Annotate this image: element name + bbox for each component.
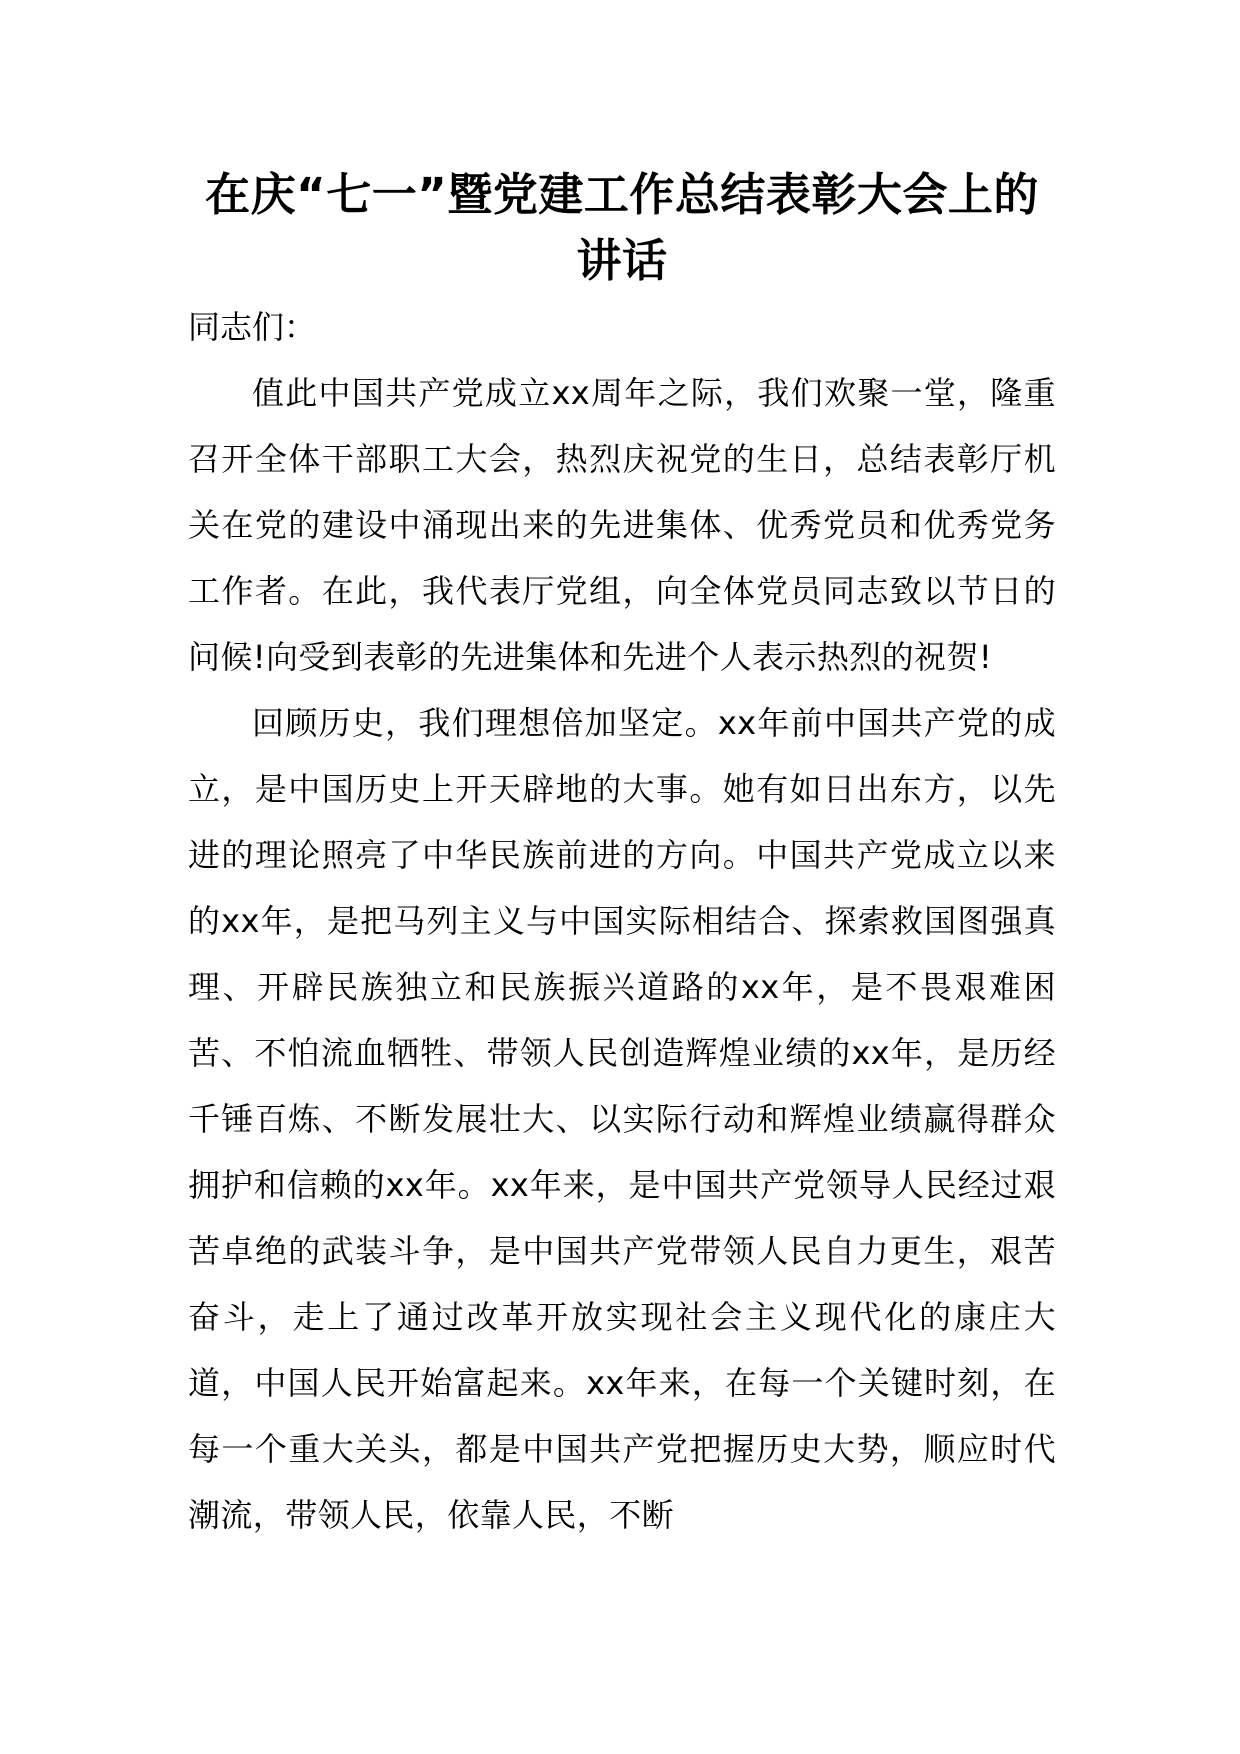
paragraph-1: 值此中国共产党成立xx周年之际，我们欢聚一堂，隆重召开全体干部职工大会，热烈庆祝党的生日，总结表彰厅机关在党的建设中涌现出来的先进集体、优秀党员和优秀党务工作者。在此，我代表厅党组，向全体党员同志致以节日的问候!向受到表彰的先进集体和先进个人表示热烈的祝贺! bbox=[188, 374, 1056, 676]
paragraph-2: 回顾历史，我们理想倍加坚定。xx年前中国共产党的成立，是中国历史上开天辟地的大事。她有如日出东方，以先进的理论照亮了中华民族前进的方向。中国共产党成立以来的xx年，是把马列主义与中国实际相结合、探索救国图强真理、开辟民族独立和民族振兴道路的xx年，是不畏艰难困苦、不怕流血牺牲、带领人民创造辉煌业绩的xx年，是历经千锤百炼、不断发展壮大、以实际行动和辉煌业绩赢得群众拥护和信赖的xx年。xx年来，是中国共产党领导人民经过艰苦卓绝的武装斗争，是中国共产党带领人民自力更生，艰苦奋斗，走上了通过改革开放实现社会主义现代化的康庄大道，中国人民开始富起来。xx年来，在每一个关键时刻，在每一个重大关头，都是中国共产党把握历史大势，顺应时代潮流，带领人民，依靠人民，不断 bbox=[188, 704, 1056, 1534]
document-title: 在庆“七一”暨党建工作总结表彰大会上的讲话 bbox=[205, 168, 1039, 287]
document-body bbox=[188, 162, 1056, 1548]
salutation: 同志们： bbox=[188, 308, 317, 346]
